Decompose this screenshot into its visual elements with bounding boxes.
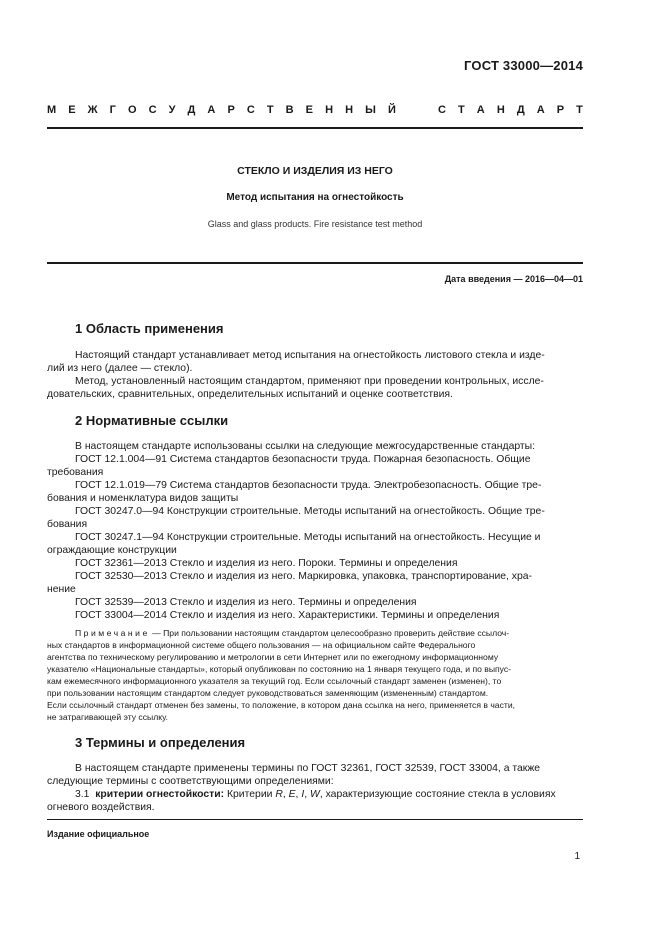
banner-letter: С — [437, 104, 446, 116]
banner-letter: Е — [68, 104, 76, 116]
page-number: 1 — [574, 851, 580, 862]
sub-title: Метод испытания на огнестойкость — [226, 192, 404, 203]
reference-3-line1: ГОСТ 30247.0—94 Конструкции строительные. Методы испытаний на огнестойкость. Общие тре- — [75, 506, 545, 517]
note-line-2: ных стандартов в информационной системе общего пользования — на официальном сайте Федерального — [47, 640, 476, 650]
section-2-heading: 2 Нормативные ссылки — [75, 413, 229, 428]
section-1-p1-line2: лий из него (далее — стекло). — [47, 363, 193, 374]
reference-2-line2: бования и номенклатура видов защиты — [47, 493, 239, 504]
document-number: ГОСТ 33000—2014 — [464, 58, 583, 73]
banner-letter: А — [476, 104, 485, 116]
reference-4-line1: ГОСТ 30247.1—94 Конструкции строительные. Методы испытаний на огнестойкость. Несущие и — [75, 532, 541, 543]
note-line-5: кам ежемесячного информационного указателя за текущий год. Если ссылочный стандарт заменен (изменен), то — [47, 676, 502, 686]
main-title: СТЕКЛО И ИЗДЕЛИЯ ИЗ НЕГО — [237, 165, 393, 177]
banner-letter: А — [536, 104, 545, 116]
banner-letter: У — [168, 104, 176, 116]
term-3-1-line2: огневого воздействия. — [47, 802, 155, 813]
note-line-8: не затрагивающей эту ссылку. — [47, 712, 168, 722]
term-name: критерии огнестойкости: — [95, 789, 225, 800]
banner-letter: В — [285, 104, 294, 116]
note-line-4: указателю «Национальные стандарты», который опубликован по состоянию на 1 января текущего года, и по выпус- — [47, 664, 512, 674]
english-title: Glass and glass products. Fire resistance test method — [207, 219, 423, 229]
banner-letter: Д — [516, 104, 525, 116]
banner-letter: Р — [556, 104, 565, 116]
section-3-intro-line1: В настоящем стандарте применены термины по ГОСТ 32361, ГОСТ 32539, ГОСТ 33004, а также — [75, 763, 541, 774]
interstate-standard-banner — [47, 104, 583, 116]
banner-letter: Н — [325, 104, 334, 116]
banner-letter: О — [127, 104, 137, 116]
banner-letter: М — [47, 104, 57, 116]
banner-letter: Т — [266, 104, 274, 116]
term-number: 3.1 — [75, 789, 90, 800]
criterion-r: R — [275, 789, 283, 800]
banner-letter: Й — [387, 104, 396, 116]
banner-letter: Т — [576, 104, 583, 116]
banner-letter: Е — [305, 104, 314, 116]
note-line-7: Если ссылочный стандарт отменен без замены, то положение, в котором дана ссылка на него, применяется в части, — [47, 700, 516, 710]
term-3-1-line1: 3.1 критерии огнестойкости: Критерии R, E, I, W, характеризующие состояние стекла в условиях — [75, 789, 556, 800]
note-line-3: агентства по техническому регулированию и метрологии в сети Интернет или по ежегодному информационному — [47, 652, 499, 662]
banner-letter: С — [246, 104, 255, 116]
reference-1-line1: ГОСТ 12.1.004—91 Система стандартов безопасности труда. Пожарная безопасность. Общие — [75, 454, 531, 465]
banner-letter: С — [148, 104, 157, 116]
criterion-e: E — [288, 789, 296, 800]
banner-letter: Ы — [365, 104, 376, 116]
banner-letter: Р — [227, 104, 235, 116]
section-3-intro-line2: следующие термины с соответствующими определениями: — [47, 776, 334, 787]
edition-label: Издание официальное — [47, 829, 150, 839]
section-1-heading: 1 Область применения — [75, 321, 224, 336]
criterion-i: I — [301, 789, 305, 800]
reference-3-line2: бования — [47, 519, 88, 530]
term-text-a: Критерии — [224, 789, 276, 800]
term-text-b: , характеризующие состояние стекла в условиях — [319, 789, 556, 800]
reference-8-line1: ГОСТ 33004—2014 Стекло и изделия из него. Характеристики. Термины и определения — [75, 610, 500, 621]
note-text-1: — При пользовании настоящим стандартом целесообразно проверить действие ссылоч- — [149, 628, 510, 638]
criterion-w: W — [310, 789, 320, 800]
title-rule — [47, 262, 583, 264]
header-rule — [47, 127, 583, 129]
section-3-heading: 3 Термины и определения — [75, 735, 246, 750]
banner-letter: А — [207, 104, 216, 116]
note-line-6: при пользовании настоящим стандартом следует руководствоваться заменяющим (измененным) стандартом. — [47, 688, 489, 698]
section-1-p1-line1: Настоящий стандарт устанавливает метод испытания на огнестойкость листового стекла и изде- — [75, 350, 545, 361]
banner-letter: Г — [109, 104, 116, 116]
banner-letter: Н — [345, 104, 354, 116]
banner-letter: Т — [458, 104, 465, 116]
note-label: Примечание — [75, 628, 150, 638]
reference-1-line2: требования — [47, 467, 104, 478]
section-1-p2-line1: Метод, установленный настоящим стандартом, применяют при проведении контрольных, иссле- — [75, 376, 544, 387]
banner-word-gap — [408, 104, 426, 116]
banner-letter: Н — [496, 104, 505, 116]
reference-7-line1: ГОСТ 32539—2013 Стекло и изделия из него. Термины и определения — [75, 597, 417, 608]
section-1-p2-line2: довательских, сравнительных, определительных испытаний и оценке соответствия. — [47, 389, 453, 400]
reference-4-line2: ограждающие конструкции — [47, 545, 177, 556]
reference-2-line1: ГОСТ 12.1.019—79 Система стандартов безопасности труда. Электробезопасность. Общие тре- — [75, 480, 542, 491]
note-line-1 — [75, 627, 583, 639]
introduction-date: Дата введения — 2016—04—01 — [444, 274, 583, 284]
section-2-intro: В настоящем стандарте использованы ссылки на следующие межгосударственные стандарты: — [75, 441, 536, 452]
banner-letter: Ж — [87, 104, 98, 116]
reference-6-line2: нение — [47, 584, 76, 595]
footer-rule — [47, 819, 583, 820]
reference-6-line1: ГОСТ 32530—2013 Стекло и изделия из него. Маркировка, упаковка, транспортирование, хра- — [75, 571, 533, 582]
reference-5-line1: ГОСТ 32361—2013 Стекло и изделия из него. Пороки. Термины и определения — [75, 558, 458, 569]
banner-letter: Д — [187, 104, 196, 116]
